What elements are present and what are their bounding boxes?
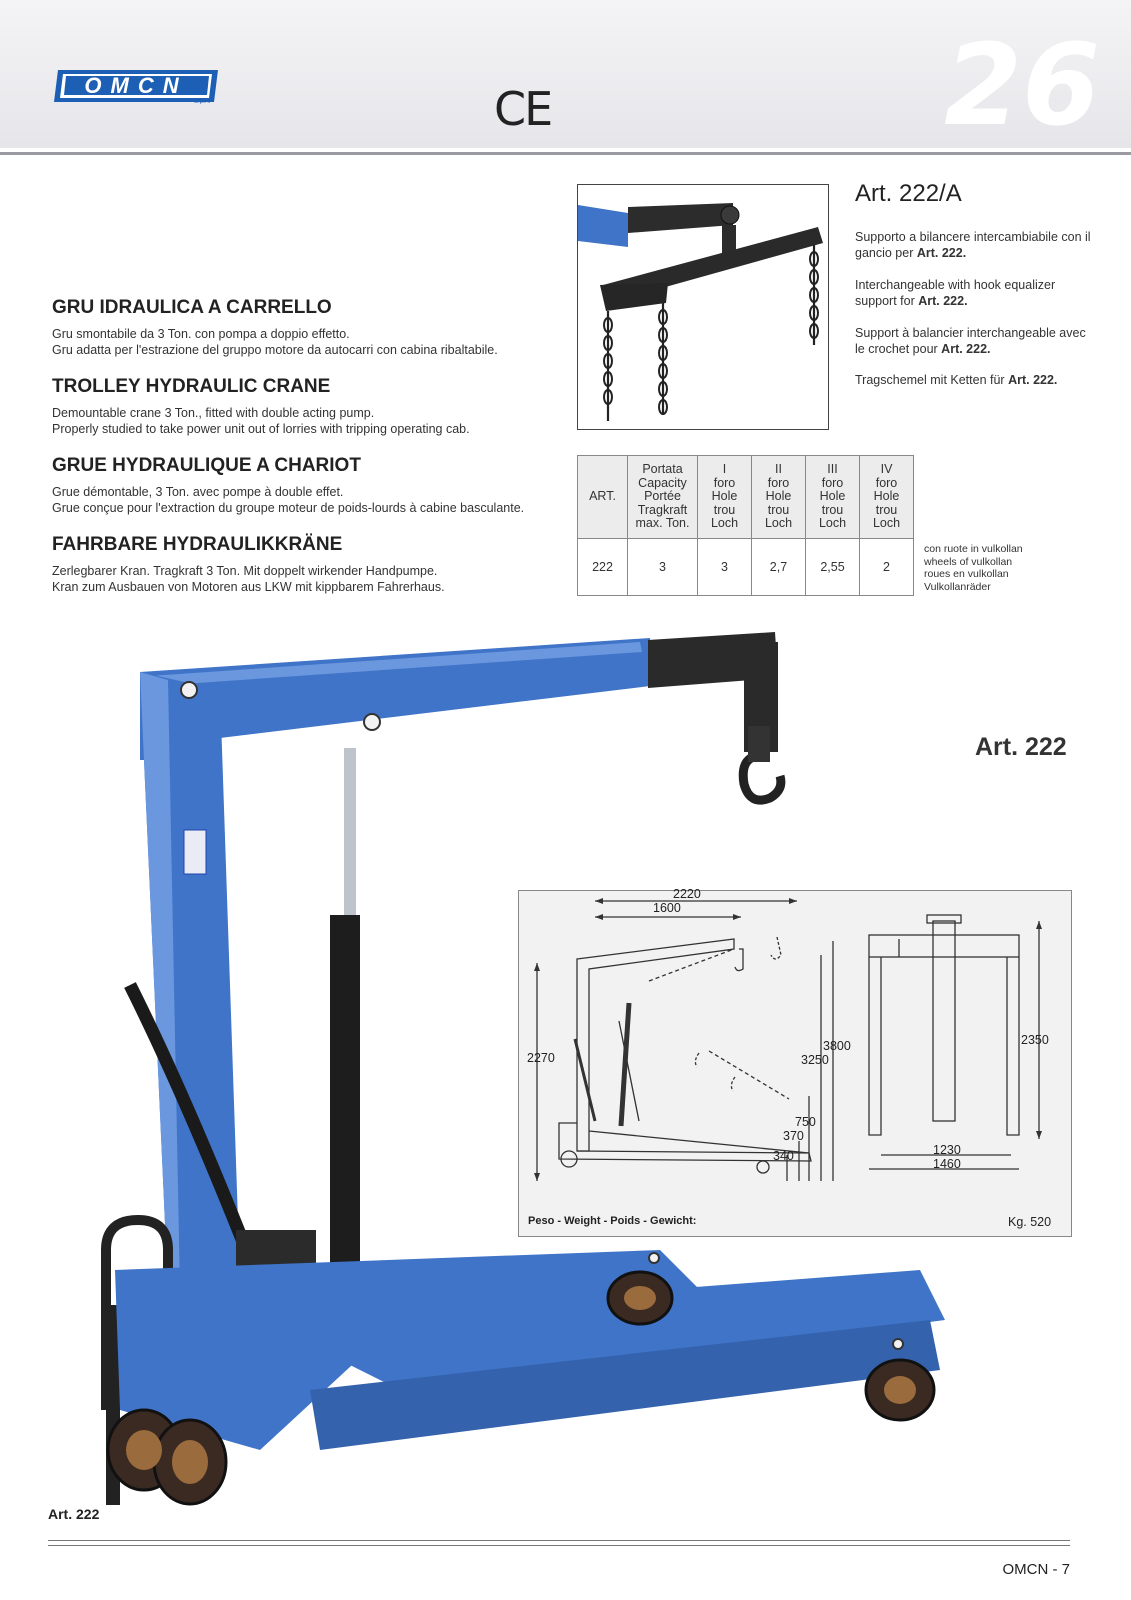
table-header-cell [806, 456, 860, 539]
footer-divider [48, 1545, 1070, 1546]
desc-text: Tragschemel mit Ketten für [855, 373, 1009, 387]
dim-340: 340 [773, 1149, 794, 1163]
desc-ref: Art. 222. [1008, 373, 1058, 387]
dim-1600: 1600 [653, 901, 681, 915]
desc-text: Interchangeable with hook equalizer support for [855, 278, 1056, 308]
header-line: Tragkraft [637, 502, 688, 517]
section-text-de [52, 563, 445, 595]
dim-2350: 2350 [1021, 1033, 1049, 1047]
table-header-cell [578, 456, 628, 539]
header-line: Hole [765, 489, 792, 504]
header-line: foro [767, 475, 790, 490]
header-line: Portée [644, 489, 681, 504]
ce-mark: CE [494, 82, 552, 136]
table-cell: 2 [860, 539, 914, 596]
header-line: ART. [589, 489, 616, 504]
art222a-desc-de [855, 372, 1095, 388]
table-cell: 2,55 [806, 539, 860, 596]
equalizer-photo [577, 184, 829, 430]
section-line: Gru smontabile da 3 Ton. con pompa a doppio effetto. [52, 327, 350, 341]
note-line: con ruote in vulkollan [924, 543, 1023, 555]
header-line: II [775, 462, 782, 477]
desc-ref: Art. 222. [918, 294, 968, 308]
art222a-desc-it [855, 229, 1095, 261]
table-row [578, 539, 914, 596]
spec-table [577, 455, 914, 596]
header-line: Loch [710, 516, 739, 531]
table-cell: 2,7 [752, 539, 806, 596]
footer-divider [48, 1540, 1070, 1541]
art222-label: Art. 222 [975, 733, 1067, 761]
header-line: Loch [764, 516, 793, 531]
desc-text: Support à balancier interchangeable avec le crochet pour [855, 326, 1086, 356]
table-cell: 3 [628, 539, 698, 596]
header-line: Hole [873, 489, 900, 504]
header-line: foro [821, 475, 844, 490]
technical-drawing [518, 887, 1072, 1237]
section-heading-de: FAHRBARE HYDRAULIKKRÄNE [52, 534, 343, 555]
header-line: Hole [819, 489, 846, 504]
table-header-cell [752, 456, 806, 539]
logo-subtext: S.p.A. [194, 99, 211, 104]
dim-2270: 2270 [527, 1051, 555, 1065]
desc-ref: Art. 222. [941, 342, 991, 356]
footer-page-label: OMCN - 7 [1002, 1561, 1070, 1578]
section-line: Grue démontable, 3 Ton. avec pompe à double effet. [52, 485, 344, 499]
table-header-cell [628, 456, 698, 539]
header-line: trou [821, 502, 844, 517]
header-line: max. Ton. [635, 516, 690, 531]
header-line: Hole [711, 489, 738, 504]
section-line: Properly studied to take power unit out of lorries with tripping operating cab. [52, 422, 470, 436]
dim-3250: 3250 [801, 1053, 829, 1067]
table-header-row [578, 456, 914, 539]
note-line: Vulkollanräder [924, 580, 991, 593]
section-heading-it: GRU IDRAULICA A CARRELLO [52, 297, 332, 318]
header-line: III [827, 462, 838, 477]
note-line: wheels of vulkollan [924, 555, 1013, 568]
omcn-logo [54, 68, 218, 104]
header-line: Portata [642, 462, 683, 477]
header-line: I [722, 462, 727, 477]
section-heading-fr: GRUE HYDRAULIQUE A CHARIOT [52, 455, 361, 476]
section-text-en [52, 405, 470, 437]
header-line: Capacity [638, 475, 687, 490]
page-number: 26 [944, 21, 1100, 151]
table-cell: 222 [578, 539, 628, 596]
header-line: foro [713, 475, 736, 490]
art222a-desc-fr [855, 325, 1095, 357]
section-line: Gru adatta per l'estrazione del gruppo motore da autocarri con cabina ribaltabile. [52, 343, 498, 357]
table-header-cell [698, 456, 752, 539]
header-line: trou [713, 502, 736, 517]
header-line: IV [880, 462, 893, 477]
dim-3800: 3800 [823, 1039, 851, 1053]
dim-2220: 2220 [673, 887, 701, 901]
header-line: trou [875, 502, 898, 517]
dim-1460: 1460 [933, 1157, 961, 1171]
photo-caption: Art. 222 [48, 1506, 100, 1522]
section-line: Zerlegbarer Kran. Tragkraft 3 Ton. Mit doppelt wirkender Handpumpe. [52, 564, 438, 578]
section-heading-en: TROLLEY HYDRAULIC CRANE [52, 376, 331, 397]
section-text-it [52, 326, 498, 358]
section-line: Kran zum Ausbauen von Motoren aus LKW mit kippbarem Fahrerhaus. [52, 580, 445, 594]
desc-ref: Art. 222. [916, 246, 967, 260]
logo-text: OMCN [84, 73, 188, 98]
weight-label: Peso - Weight - Poids - Gewicht: [528, 1215, 697, 1227]
header-line: foro [875, 475, 898, 490]
header-divider [0, 152, 1131, 155]
weight-value: Kg. 520 [1008, 1215, 1052, 1229]
note-line: roues en vulkollan [924, 568, 1009, 580]
dim-370: 370 [783, 1129, 804, 1143]
header-line: Loch [818, 516, 847, 531]
section-text-fr [52, 484, 524, 516]
wheels-note [924, 543, 1023, 593]
header-line: Loch [872, 516, 901, 531]
art222a-desc-en [855, 277, 1095, 309]
dim-1230: 1230 [933, 1143, 961, 1157]
art222a-title: Art. 222/A [855, 180, 962, 207]
header-line: trou [767, 502, 790, 517]
dim-750: 750 [795, 1115, 816, 1129]
desc-text: Supporto a bilancere intercambiabile con il gancio per [855, 230, 1091, 260]
section-line: Grue conçue pour l'extraction du groupe moteur de poids-lourds à cabine basculante. [52, 501, 525, 515]
table-cell: 3 [698, 539, 752, 596]
section-line: Demountable crane 3 Ton., fitted with double acting pump. [52, 406, 375, 420]
table-header-cell [860, 456, 914, 539]
